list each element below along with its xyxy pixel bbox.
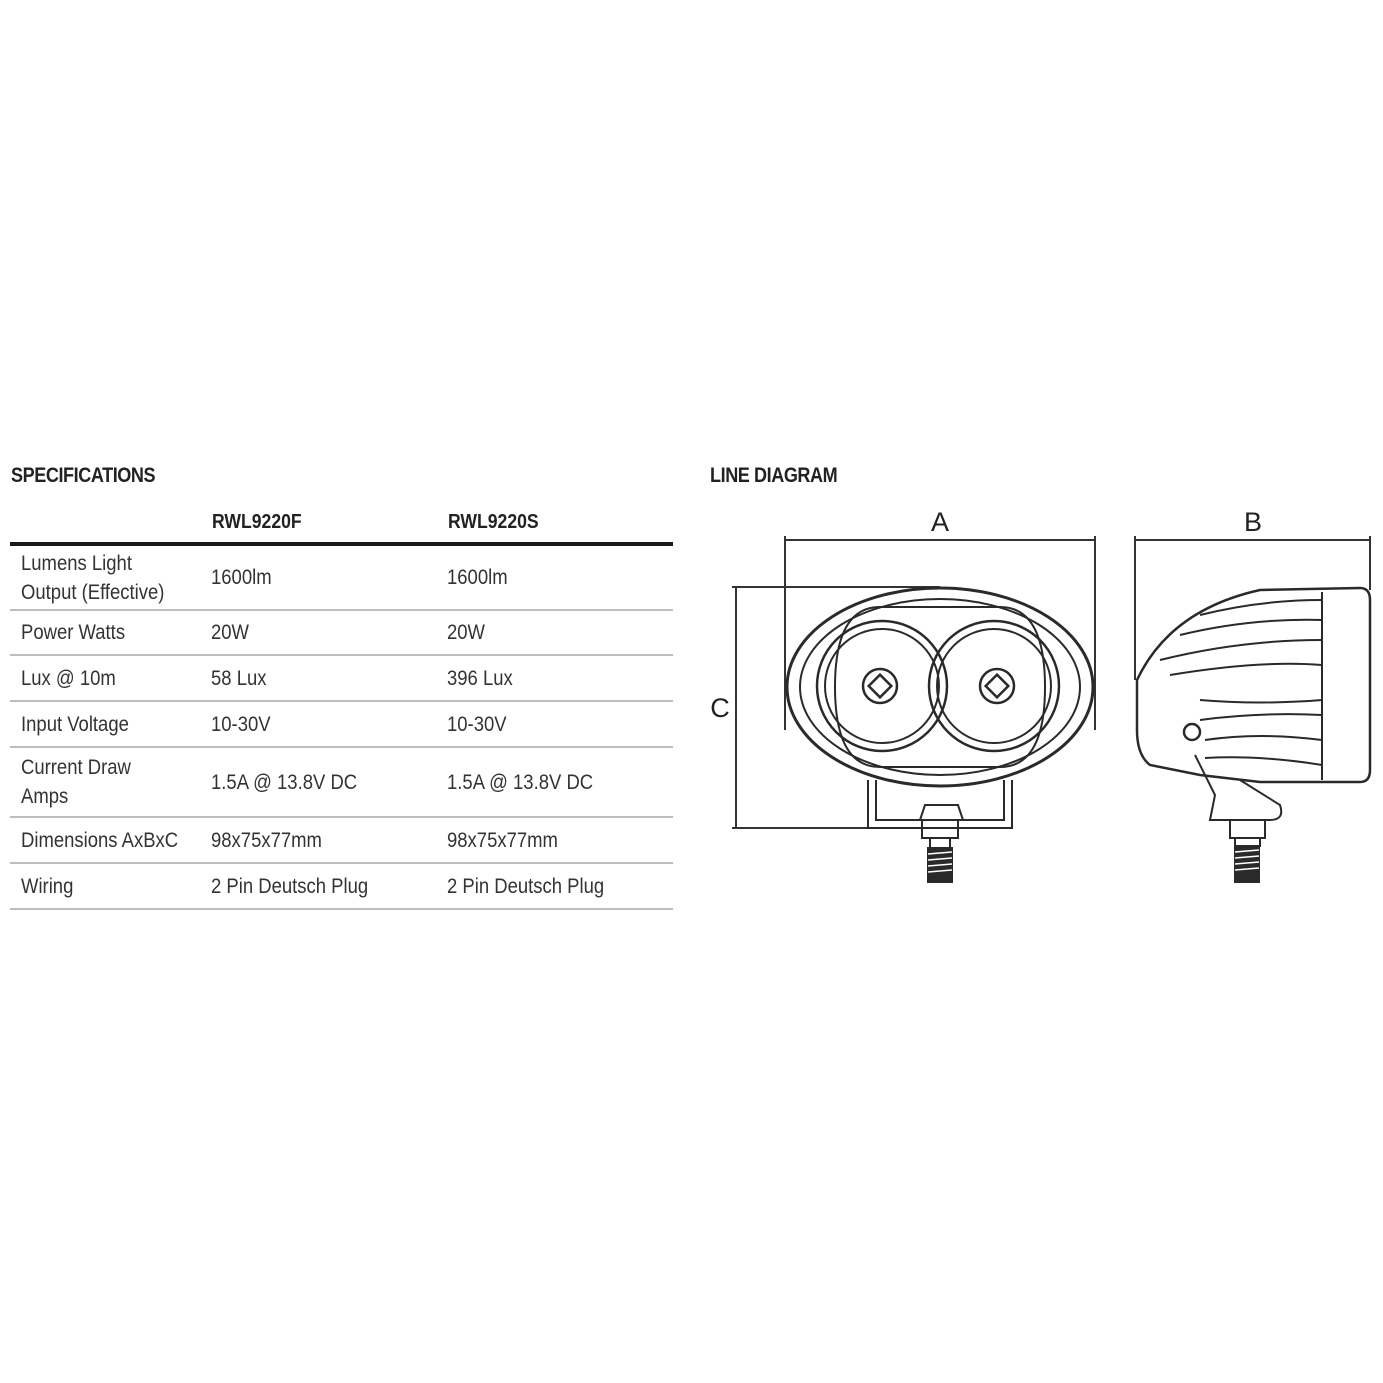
cell-rwl9220s: 98x75x77mm bbox=[447, 828, 558, 852]
cell-rwl9220f: 20W bbox=[211, 621, 250, 644]
cell-rwl9220f: 58 Lux bbox=[211, 666, 267, 690]
row-label: Dimensions AxBxC bbox=[21, 828, 179, 852]
front-view-lamp bbox=[787, 588, 1093, 882]
cell-rwl9220s: 2 Pin Deutsch Plug bbox=[447, 874, 605, 898]
table-row bbox=[10, 864, 673, 910]
row-label: Power Watts bbox=[21, 621, 126, 644]
table-row bbox=[10, 611, 673, 656]
row-label: Wiring bbox=[21, 874, 74, 898]
dimension-label-c: C bbox=[710, 693, 730, 723]
cell-rwl9220f: 10-30V bbox=[211, 712, 271, 736]
specifications-table bbox=[10, 505, 673, 910]
table-row bbox=[10, 748, 673, 818]
table-row bbox=[10, 656, 673, 702]
row-label: Lux @ 10m bbox=[21, 666, 116, 690]
column-header-rwl9220s: RWL9220S bbox=[448, 511, 539, 533]
table-header bbox=[10, 505, 673, 546]
table-row bbox=[10, 818, 673, 864]
cell-rwl9220s: 1600lm bbox=[447, 566, 508, 589]
specifications-title: SPECIFICATIONS bbox=[11, 464, 156, 487]
column-header-rwl9220f: RWL9220F bbox=[212, 511, 302, 533]
cell-rwl9220s: 396 Lux bbox=[447, 666, 513, 690]
row-label: Input Voltage bbox=[21, 712, 129, 736]
cell-rwl9220s: 10-30V bbox=[447, 712, 507, 736]
cell-rwl9220f: 1.5A @ 13.8V DC bbox=[211, 770, 358, 794]
line-diagram bbox=[700, 500, 1383, 900]
row-label: Current Draw Amps bbox=[21, 756, 131, 808]
cell-rwl9220s: 1.5A @ 13.8V DC bbox=[447, 770, 594, 794]
cell-rwl9220f: 2 Pin Deutsch Plug bbox=[211, 874, 369, 898]
side-view-lamp bbox=[1137, 588, 1370, 882]
dimension-label-a: A bbox=[930, 507, 950, 537]
table-row bbox=[10, 702, 673, 748]
dimension-label-b: B bbox=[1243, 507, 1263, 537]
line-diagram-title: LINE DIAGRAM bbox=[710, 464, 838, 487]
cell-rwl9220s: 20W bbox=[447, 621, 486, 644]
cell-rwl9220f: 98x75x77mm bbox=[211, 828, 322, 852]
row-label: Lumens Light Output (Effective) bbox=[21, 551, 165, 604]
table-row bbox=[10, 546, 673, 611]
cell-rwl9220f: 1600lm bbox=[211, 566, 272, 589]
